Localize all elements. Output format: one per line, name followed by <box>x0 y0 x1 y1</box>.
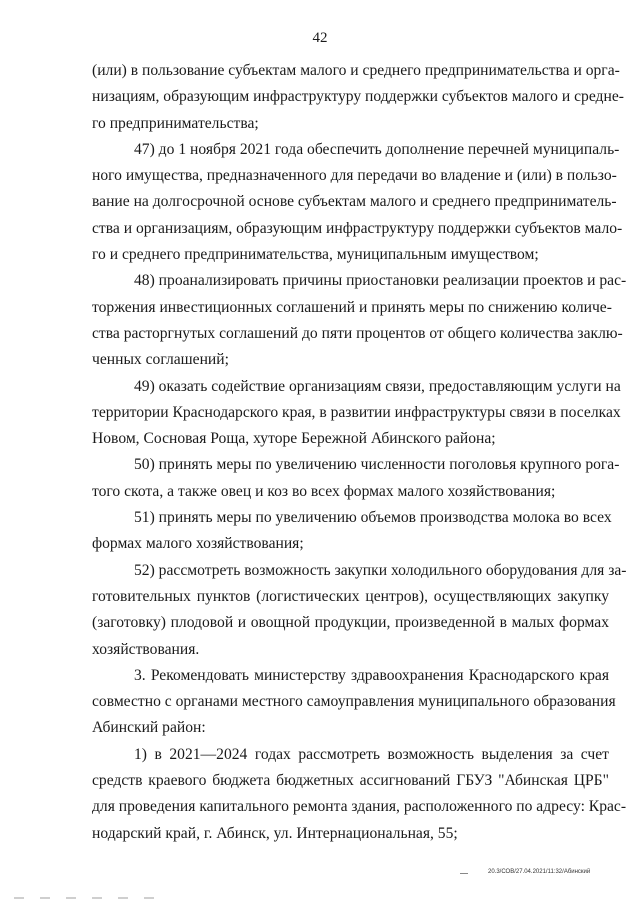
text-line: хозяйствования. <box>92 640 200 658</box>
page-number: 42 <box>312 30 328 46</box>
paragraph-item-50 <box>92 452 620 505</box>
text-line: для проведения капитального ремонта здания, расположенного по адресу: Крас- <box>92 798 627 816</box>
paragraph-item-52 <box>92 558 627 663</box>
paragraph-item-51 <box>92 505 612 558</box>
paragraph-section-3 <box>92 663 616 742</box>
document-body <box>92 58 627 847</box>
text-line: территории Краснодарского края, в развитии инфраструктуры связи в поселках <box>92 403 621 421</box>
text-line: 47) до 1 ноября 2021 года обеспечить дополнение перечней муниципаль- <box>134 140 620 158</box>
text-line: го и среднего предпринимательства, муниципальным имуществом; <box>92 246 539 264</box>
footer-divider <box>460 873 468 874</box>
text-line: торжения инвестиционных соглашений и принять меры по снижению количе- <box>92 298 612 316</box>
scan-edge-marks <box>0 897 640 901</box>
text-line: 52) рассмотреть возможность закупки холодильного оборудования для за- <box>134 561 627 579</box>
text-line: 50) принять меры по увеличению численности поголовья крупного рога- <box>134 456 620 474</box>
text-line: 48) проанализировать причины приостановки реализации проектов и рас- <box>134 272 627 290</box>
text-line: совместно с органами местного самоуправления муниципального образования <box>92 693 616 711</box>
paragraph-item-1 <box>92 742 627 847</box>
text-line: Абинский район: <box>92 719 206 737</box>
paragraph-item-47 <box>92 137 623 268</box>
text-line: низациям, образующим инфраструктуру поддержки субъектов малого и средне- <box>92 88 624 106</box>
text-line: ства и организациям, образующим инфраструктуру поддержки субъектов мало- <box>92 219 623 237</box>
paragraph-item-49 <box>92 374 621 453</box>
text-line: готовительных пунктов (логистических центров), осуществляющих закупку <box>92 587 609 605</box>
text-line: того скота, а также овец и коз во всех формах малого хозяйствования; <box>92 482 556 500</box>
text-line: го предпринимательства; <box>92 114 259 132</box>
text-line: 51) принять меры по увеличению объемов производства молока во всех <box>134 509 612 527</box>
text-line: 3. Рекомендовать министерству здравоохранения Краснодарского края <box>134 666 609 684</box>
text-line: нодарский край, г. Абинск, ул. Интернациональная, 55; <box>92 824 458 842</box>
text-line: средств краевого бюджета бюджетных ассигнований ГБУЗ "Абинская ЦРБ" <box>92 772 609 790</box>
text-line: 1) в 2021—2024 годах рассмотреть возможность выделения за счет <box>134 745 609 763</box>
text-line: ства расторгнутых соглашений до пяти процентов от общего количества заклю- <box>92 324 623 342</box>
text-line: ченных соглашений; <box>92 351 229 369</box>
text-line: Новом, Сосновая Роща, хуторе Бережной Абинского района; <box>92 430 496 448</box>
paragraph-continuation <box>92 58 624 137</box>
paragraph-item-48 <box>92 268 627 373</box>
document-registration-stamp: 20.3/СОВ/27.04.2021/11:32/Абинский <box>488 869 591 875</box>
text-line: (или) в пользование субъектам малого и среднего предпринимательства и орга- <box>92 62 620 79</box>
text-line: (заготовку) плодовой и овощной продукции, произведенной в малых формах <box>92 614 609 632</box>
text-line: ного имущества, предназначенного для передачи во владение и (или) в пользо- <box>92 167 617 185</box>
text-line: формах малого хозяйствования; <box>92 535 304 553</box>
text-line: 49) оказать содействие организациям связи, предоставляющим услуги на <box>134 377 621 395</box>
text-line: вание на долгосрочной основе субъектам малого и среднего предприниматель- <box>92 193 617 211</box>
